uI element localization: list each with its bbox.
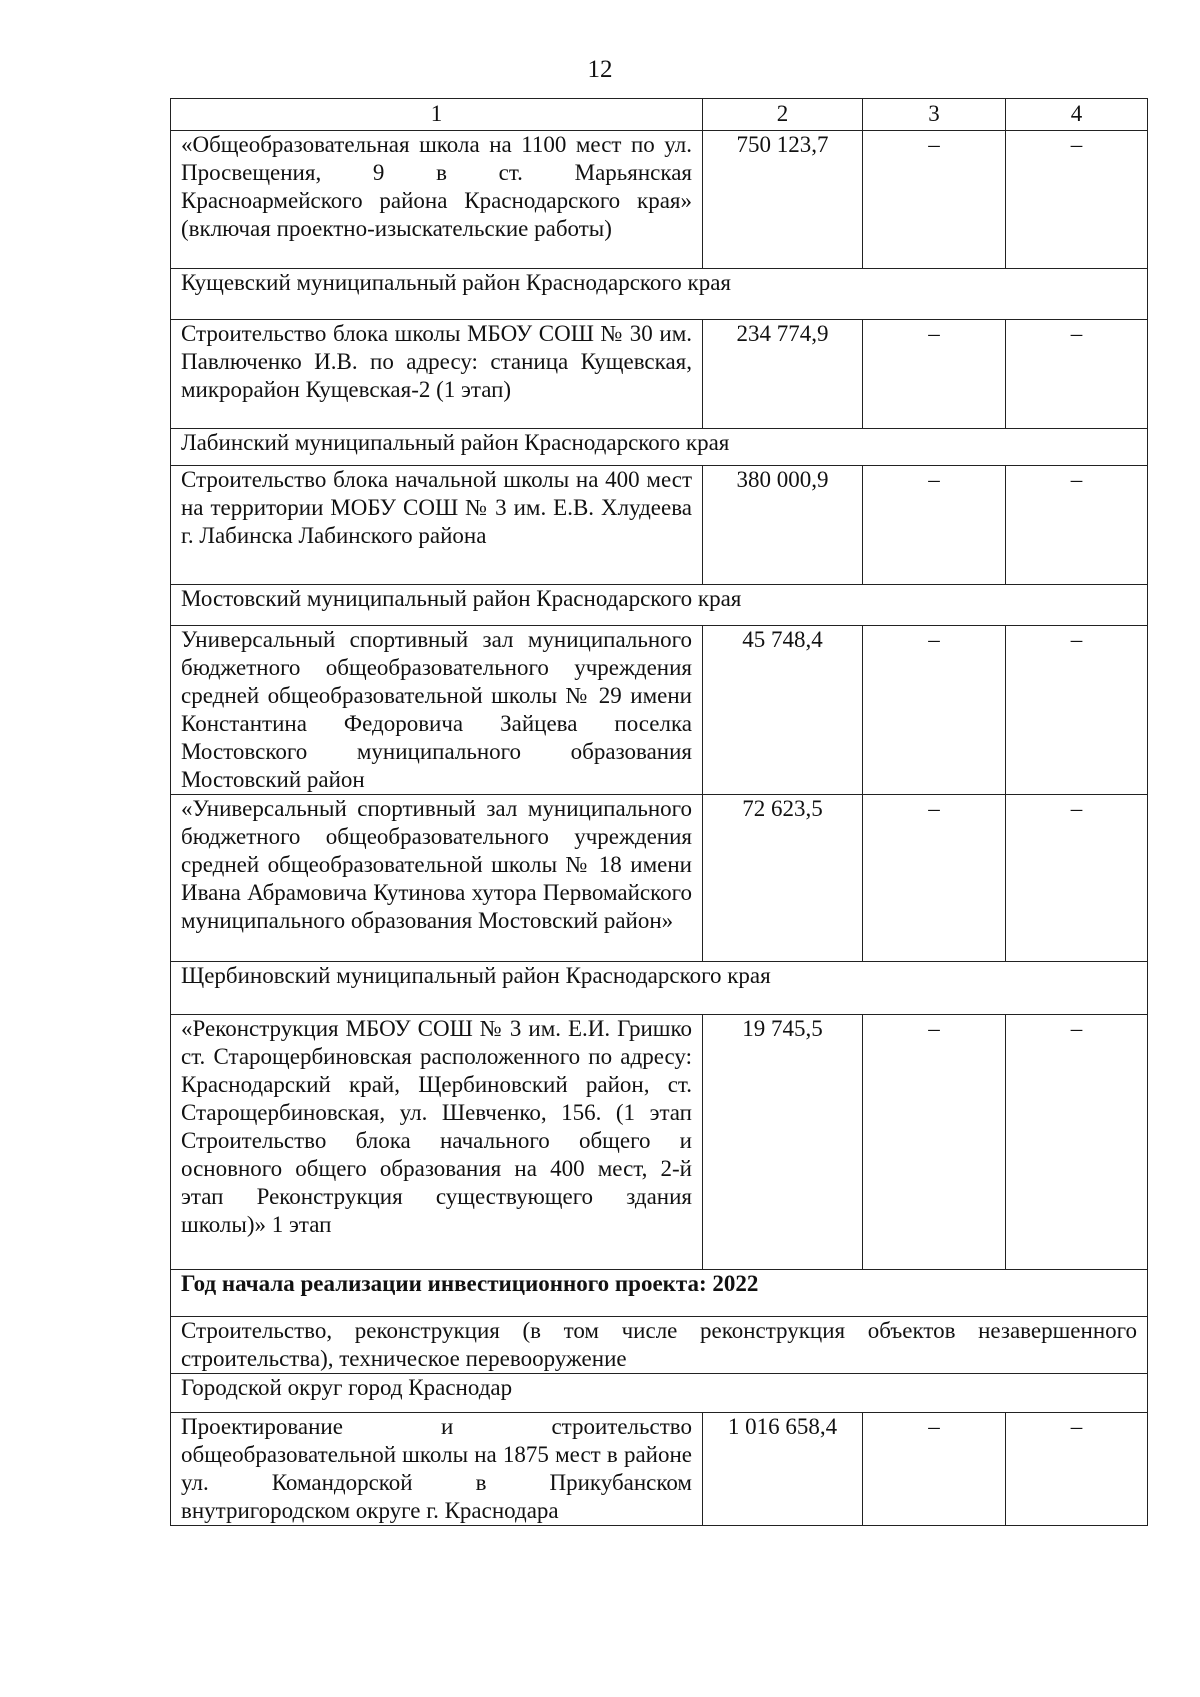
column-3-value: – [863,1413,1006,1526]
year-heading: Год начала реализации инвестиционного проекта: 2022 [171,1270,1148,1317]
table-row [171,1317,1148,1374]
table-row [171,1374,1148,1413]
column-4-value: – [1006,1015,1148,1270]
table-header-row [171,99,1148,131]
project-cost: 1 016 658,4 [703,1413,863,1526]
project-description: «Универсальный спортивный зал муниципального бюджетного общеобразовательного учреждения средней общеобразовательной школы № 18 имени Ивана Абрамовича Кутинова хутора Первомайского муниципального образования Мостовский район» [171,795,703,962]
table-row [171,795,1148,962]
column-3-value: – [863,131,1006,269]
column-3-value: – [863,466,1006,585]
table-row [171,962,1148,1015]
table-row [171,1270,1148,1317]
table-row [171,429,1148,466]
district-heading: Кущевский муниципальный район Краснодарского края [171,269,1148,320]
project-cost: 234 774,9 [703,320,863,429]
column-3-value: – [863,320,1006,429]
project-cost: 380 000,9 [703,466,863,585]
table-row [171,585,1148,626]
project-description: Проектирование и строительство общеобразовательной школы на 1875 мест в районе ул. Командорской в Прикубанском внутригородском округе г. Краснодара [171,1413,703,1526]
district-heading: Городской округ город Краснодар [171,1374,1148,1413]
table-row [171,466,1148,585]
column-4-value: – [1006,320,1148,429]
column-3-value: – [863,626,1006,795]
district-heading: Щербиновский муниципальный район Краснодарского края [171,962,1148,1015]
project-cost: 72 623,5 [703,795,863,962]
column-4-value: – [1006,1413,1148,1526]
column-4-value: – [1006,626,1148,795]
table-row [171,1015,1148,1270]
column-4-value: – [1006,131,1148,269]
project-description: Строительство блока школы МБОУ СОШ № 30 им. Павлюченко И.В. по адресу: станица Кущевская, микрорайон Кущевская-2 (1 этап) [171,320,703,429]
category-heading: Строительство, реконструкция (в том числе реконструкция объектов незавершенного строительства), техническое перевооружение [171,1317,1148,1374]
table-row [171,626,1148,795]
column-header: 2 [703,99,863,131]
project-description: «Реконструкция МБОУ СОШ № 3 им. Е.И. Гришко ст. Старощербиновская расположенного по адресу: Краснодарский край, Щербиновский район, ст. Старощербиновская, ул. Шевченко, 156. (1 этап Строительство блока начального общего и основного общего образования на 400 мест, 2-й этап Реконструкция существующего здания школы)» 1 этап [171,1015,703,1270]
table-row [171,131,1148,269]
column-header: 1 [171,99,703,131]
project-description: Универсальный спортивный зал муниципального бюджетного общеобразовательного учреждения средней общеобразовательной школы № 29 имени Константина Федоровича Зайцева поселка Мостовского муниципального образования Мостовский район [171,626,703,795]
column-4-value: – [1006,795,1148,962]
investment-projects-table [170,98,1148,1526]
column-3-value: – [863,795,1006,962]
district-heading: Лабинский муниципальный район Краснодарского края [171,429,1148,466]
table-row [171,320,1148,429]
project-description: Строительство блока начальной школы на 400 мест на территории МОБУ СОШ № 3 им. Е.В. Хлудеева г. Лабинска Лабинского района [171,466,703,585]
page-number: 12 [587,56,613,83]
column-4-value: – [1006,466,1148,585]
project-cost: 750 123,7 [703,131,863,269]
district-heading: Мостовский муниципальный район Краснодарского края [171,585,1148,626]
project-description: «Общеобразовательная школа на 1100 мест по ул. Просвещения, 9 в ст. Марьянская Красноармейского района Краснодарского края» (включая проектно-изыскательские работы) [171,131,703,269]
column-header: 4 [1006,99,1148,131]
table-row [171,1413,1148,1526]
column-header: 3 [863,99,1006,131]
table-row [171,269,1148,320]
column-3-value: – [863,1015,1006,1270]
project-cost: 45 748,4 [703,626,863,795]
project-cost: 19 745,5 [703,1015,863,1270]
